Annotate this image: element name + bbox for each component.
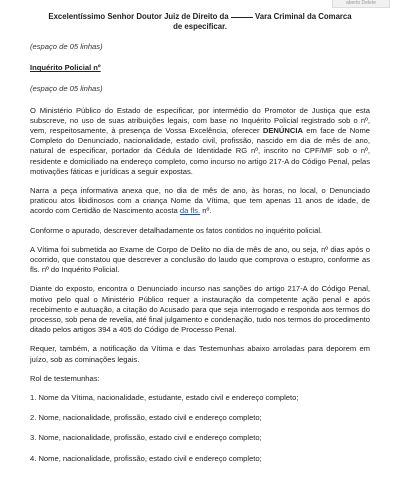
paragraph-requerimento: Diante do exposto, encontra o Denunciado incurso nas sanções do artigo 217-A do Código Penal, motivo pelo qual o Ministério Público requer a instauração da competente ação penal e após recebimento e autuação, a citação do Acusado para que seja interrogado e responda aos termos do processo, sob pena de revelia, até final julgamento e condenação, tudo nos termos do procedimento ditado pelos artigos 394 a 405 do Código de Processo Penal.: [30, 284, 370, 335]
paragraph-text: em face de Nome Completo do Denunciado, nacionalidade, estado civil, profissão, nascido em dia de mês de ano, natural de especificar, portador da Cédula de Identidade RG nº, inscrito no CPF/MF sob o nº, residente e domiciliado na endereço completo, como incurso no artigo 217-A do Código Penal, pelas motivações fáticas e jurídicas a seguir expostas.: [30, 126, 370, 176]
header-line1-suffix: Vara Criminal da Comarca: [254, 12, 352, 21]
paragraph-exame: A Vítima foi submetida ao Exame de Corpo de Delito no dia de mês de ano, ou seja, nº dias após o ocorrido, que constatou que descrever a conclusão do laudo que comprova o estupro, conforme as fls. nº do Inquérito Policial.: [30, 244, 370, 275]
denuncia-keyword: DENÚNCIA: [262, 126, 303, 136]
spacing-note: (espaço de 05 linhas): [30, 42, 103, 51]
fls-link[interactable]: da fls.: [179, 206, 201, 216]
paragraph-notificacao: Requer, também, a notificação da Vítima e das Testemunhas abaixo arroladas para deporem em juízo, sob as cominações legais.: [30, 344, 370, 364]
list-item: 3. Nome, nacionalidade, profissão, estado civil e endereço completo;: [30, 433, 262, 443]
witness-list-title: Rol de testemunhas:: [30, 373, 100, 383]
toolbar-chip[interactable]: aberto Delete: [332, 0, 390, 8]
list-item: 2. Nome, nacionalidade, profissão, estado civil e endereço completo;: [30, 413, 262, 423]
paragraph-denuncia: [30, 106, 370, 177]
witness-list: [30, 393, 370, 464]
paragraph-fatos: [30, 186, 370, 217]
paragraph-text: O Ministério Público do Estado de especificar, por intermédio do Promotor de Justiça que esta subscreve, no uso de suas atribuições legais, com base no Inquérito Policial registrado sob o nº, vem, respeitosamente, à presença de Vossa Excelência, oferecer: [30, 105, 370, 136]
paragraph-text: Narra a peça informativa anexa que, no dia de mês de ano, às horas, no local, o Denunciado praticou atos libidinosos com a criança Nome da Vítima, que tem apenas 11 anos de idade, de acordo com Certidão de Nascimento acosta: [30, 186, 370, 216]
header-line2: de especificar.: [173, 22, 227, 31]
document-subject: Inquérito Policial nº: [30, 63, 101, 73]
header-line1-prefix: Excelentíssimo Senhor Doutor Juiz de Direito da: [48, 12, 229, 21]
list-item: 4. Nome, nacionalidade, profissão, estado civil e endereço completo;: [30, 453, 262, 463]
document-header: [30, 12, 370, 32]
paragraph-apurado: Conforme o apurado, descrever detalhadamente os fatos contidos no inquérito policial.: [30, 225, 323, 235]
spacing-note: (espaço de 05 linhas): [30, 84, 103, 94]
paragraph-text: nº.: [200, 206, 212, 216]
header-blank-field: [231, 17, 253, 18]
list-item: 1. Nome da Vítima, nacionalidade, estudante, estado civil e endereço completo;: [30, 393, 299, 403]
